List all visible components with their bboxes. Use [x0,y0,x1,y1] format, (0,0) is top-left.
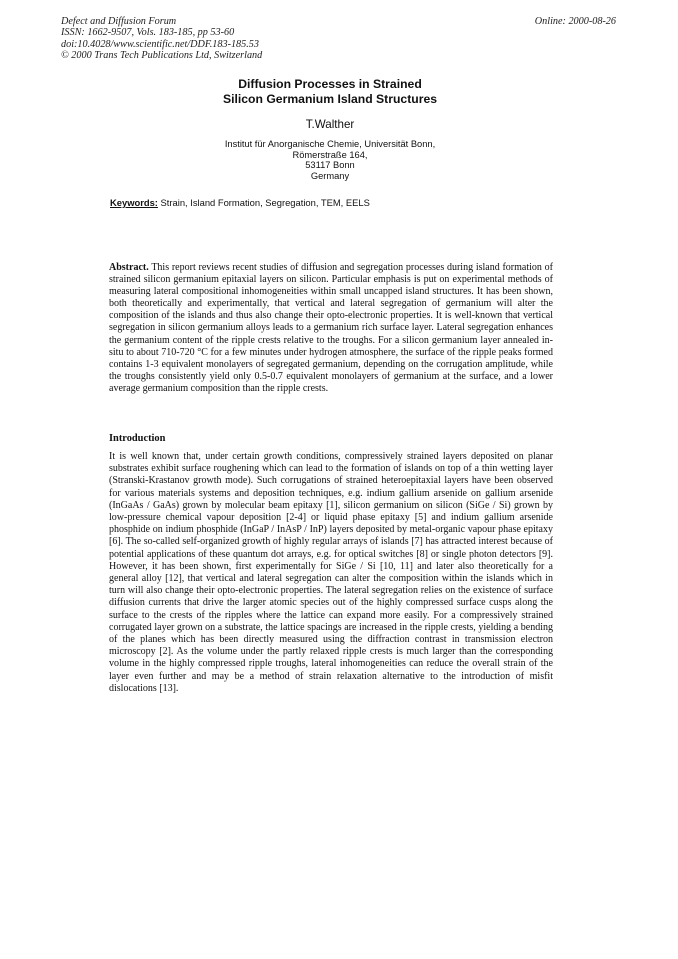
journal-issn: ISSN: 1662-9507, Vols. 183-185, pp 53-60 [61,27,235,39]
introduction-paragraph: It is well known that, under certain growth conditions, compressively strained layers deposited on planar substrates exhibit surface roughening which can lead to the formation of islands on top of a thin wetting layer (Stranski-Krastanov growth mode). Such corrugations of strained heteroepitaxial layers have been observed for various materials systems and deposition techniques, e.g. indium gallium arsenide on gallium arsenide (InGaAs / GaAs) grown by molecular beam epitaxy [1], silicon germanium on silicon (SiGe / Si) grown by low-pressure chemical vapour deposition [2-4] or liquid phase epitaxy [5] and indium gallium arsenide phosphide on indium phosphide (InGaP / InAsP / InP) layers deposited by metal-organic vapour phase epitaxy [6]. The so-called self-organized growth of highly regular arrays of islands [7] has attracted interest because of potential applications of these quantum dot arrays, e.g. for optical switches [8] or single photon detectors [9]. However, it has been shown, first experimentally for SiGe / Si [10, 11] and later also theoretically for a general alloy [12], that vertical and lateral segregation can alter the composition within the islands which in turn will also change their opto-electronic properties. The lateral segregation relies on the existence of surface diffusion currents that drive the larger atomic species out of the highly compressed surface cusps along the surface to the crests of the ripples where the lattice can expand more easily. For a compressively strained corrugated layer grown on a substrate, the lattice spacings are increased in the ripple crests, yielding a bending of the planes which has been directly measured using the diffraction contrast in transmission electron microscopy [2]. As the volume under the partly relaxed ripple crests is much larger than the corresponding volume in the highly compressed ripple troughs, lateral inhomogeneities can reduce the overall strain of the layer even further and may be a method of strain relaxation alternative to the introduction of misfit dislocations [13]. [109,451,553,694]
author-name: T.Walther [305,118,355,131]
paper-title [180,77,480,106]
abstract-text: This report reviews recent studies of diffusion and segregation processes during island formation of strained silicon germanium epitaxial layers on silicon. Particular emphasis is put on experimental methods of measuring lateral compositional inhomogeneities within small uncapped island structures. It has been shown, both theoretically and experimentally, that vertical and lateral segregation of germanium will alter the composition of the islands and thus also change their opto-electronic properties. It is well-known that vertical segregation in silicon germanium alloys leads to a germanium rich surface layer. Lateral segregation enhances the germanium content of the ripple crests relative to the troughs. For a silicon germanium layer annealed in-situ to about 710-720 °C for a few minutes under hydrogen atmosphere, the surface of the ripple peaks formed contains 1-3 equivalent monolayers of segregated germanium, depending on the corrugation amplitude, while the troughs consistently yield only 0.5-0.7 equivalent monolayers of germanium at the surface, and a lower average germanium composition than the ripple crests. [109,262,554,394]
section-heading-introduction: Introduction [109,433,166,444]
abstract [109,262,553,395]
paper-title-line-2: Silicon Germanium Island Structures [222,91,437,106]
journal-copyright: © 2000 Trans Tech Publications Ltd, Switzerland [61,50,263,62]
abstract-label: Abstract. [109,262,149,273]
journal-header [61,16,391,62]
affiliation-line-1: Institut für Anorganische Chemie, Universität Bonn, [224,139,436,149]
affiliation [180,139,480,181]
keywords-label: Keywords: [110,197,158,208]
online-date: Online: 2000-08-26 [534,16,616,27]
journal-name: Defect and Diffusion Forum [61,16,177,27]
journal-doi: doi:10.4028/www.scientific.net/DDF.183-185.53 [61,38,259,50]
keywords-line [110,197,570,209]
affiliation-line-2: Römerstraße 164, [292,149,368,160]
affiliation-line-3: 53117 Bonn [305,160,355,171]
paper-title-line-1: Diffusion Processes in Strained [238,77,422,91]
affiliation-line-4: Germany [310,170,350,181]
keywords-list: Strain, Island Formation, Segregation, TEM, EELS [160,197,370,208]
